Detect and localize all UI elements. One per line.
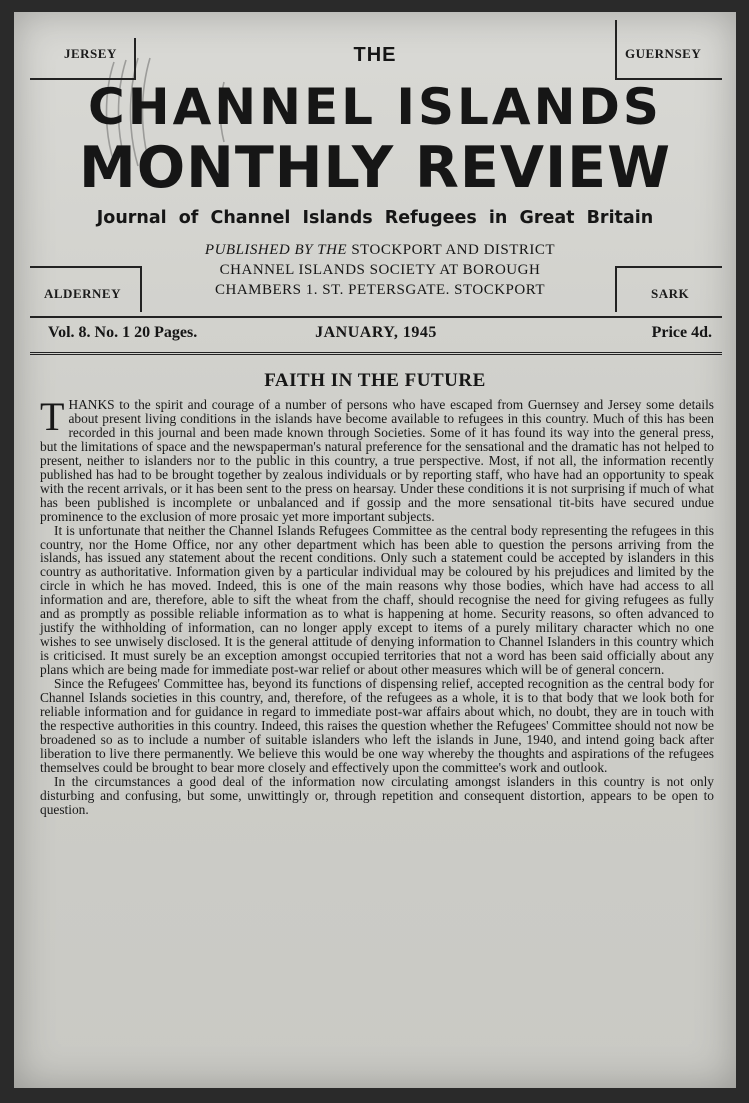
issue-info-bar bbox=[30, 316, 722, 355]
publisher-block bbox=[144, 240, 616, 300]
article-paragraph bbox=[40, 394, 714, 524]
alderney-corner-box bbox=[30, 266, 142, 312]
masthead-title-line1: CHANNEL ISLANDS bbox=[88, 78, 662, 136]
magazine-page bbox=[14, 12, 736, 1088]
publisher-italic: PUBLISHED BY THE bbox=[204, 242, 348, 258]
masthead-title-line2: MONTHLY REVIEW bbox=[79, 135, 671, 201]
guernsey-label: GUERNSEY bbox=[625, 46, 702, 61]
issue-price: Price 4d. bbox=[651, 324, 712, 341]
alderney-label: ALDERNEY bbox=[44, 286, 121, 301]
publisher-line3: CHAMBERS 1. ST. PETERSGATE. STOCKPORT bbox=[214, 282, 545, 298]
article-headline: FAITH IN THE FUTURE bbox=[264, 370, 486, 391]
article-paragraph: Since the Refugees' Committee has, beyond its functions of dispensing relief, accepted recognition as the central body for Channel Islands societies in this country, and, therefore, of the refugees as a whole, it is to that body that we look both for reliable information and for guidance in regard to immediate post-war affairs about which, no doubt, they are in touch with the respective authorities in this country. Indeed, this raises the question whether the Refugees' Committee should not now be broadened so as to include a number of suitable islanders who left the islands in June, 1940, and intend going back after liberation to live there permanently. We believe this would be one way whereby the thoughts and aspirations of the refugees themselves could be brought to bear more closely and effectively upon the committee's work and outlook. bbox=[40, 676, 714, 775]
sark-label: SARK bbox=[651, 286, 690, 301]
article-paragraph: In the circumstances a good deal of the information now circulating amongst islanders in this country is not only disturbing and confusing, but some, unwittingly or, through repetition and consequent distortion, appears to be open to question. bbox=[40, 773, 714, 817]
issue-date: JANUARY, 1945 bbox=[315, 324, 437, 341]
article-paragraph: It is unfortunate that neither the Channel Islands Refugees Committee as the central body representing the refugees in this country, nor the Home Office, nor any other department which has been able to question the persons arriving from the islands, has issued any statement about the recent conditions. Only such a statement could be accepted by islanders in this country as authoritative. Information given by a particular individual may be coloured by his prejudices and limited by the circle in which he has moved. Indeed, this is one of the main reasons why those bodies, which have had access to all information and are, therefore, able to sift the wheat from the chaff, should recognise the need for giving refugees as fully and as promptly as possible reliable information as to what is happening at home. Security reasons, so often advanced to justify the withholding of information, can no longer apply except to items of a purely military character which no one wishes to see unwisely disclosed. It is the general attitude of denying information to Channel Islanders in this country which is criticised. It must surely be an exception amongst occupied territories that not a word has been said officially about any plans which are being made for immediate post-war relief or about other measures which will be of general concern. bbox=[40, 522, 714, 678]
drop-cap: T bbox=[40, 394, 65, 439]
sark-corner-box bbox=[615, 266, 722, 312]
issue-volume: Vol. 8. No. 1 20 Pages. bbox=[48, 324, 198, 341]
paragraph-text: HANKS to the spirit and courage of a number of persons who have escaped from Guernsey and Jersey some details about present living conditions in the islands have become available to refugees in this country. Much of this has been recorded in this journal and been made known through Societies. Some of it has found its way into the general press, but the limitations of space and the newspaperman's natural preference for the sensational and the dramatic has not helped to present, neither to islanders nor to the public in this country, a true perspective. Most, if not all, the information recently published has had to be brought together by zealous individuals or by reporting staff, who have had an opportunity to speak with the recent arrivals, or it has been sent to the press on hearsay. Under these conditions it is not surprising if much of what has been published is incomplete or unbalanced and if gossip and the more sensational tit-bits have secured undue prominence to the exclusion of more prosaic yet more important subjects. bbox=[40, 397, 714, 524]
publisher-line2: CHANNEL ISLANDS SOCIETY AT BOROUGH bbox=[219, 262, 541, 278]
jersey-label: JERSEY bbox=[64, 46, 117, 61]
masthead-the: THE bbox=[353, 44, 397, 66]
publisher-line1: STOCKPORT AND DISTRICT bbox=[351, 242, 556, 258]
article-body bbox=[40, 394, 714, 1040]
masthead-subtitle: Journal of Channel Islands Refugees in Great Britain bbox=[96, 208, 654, 228]
